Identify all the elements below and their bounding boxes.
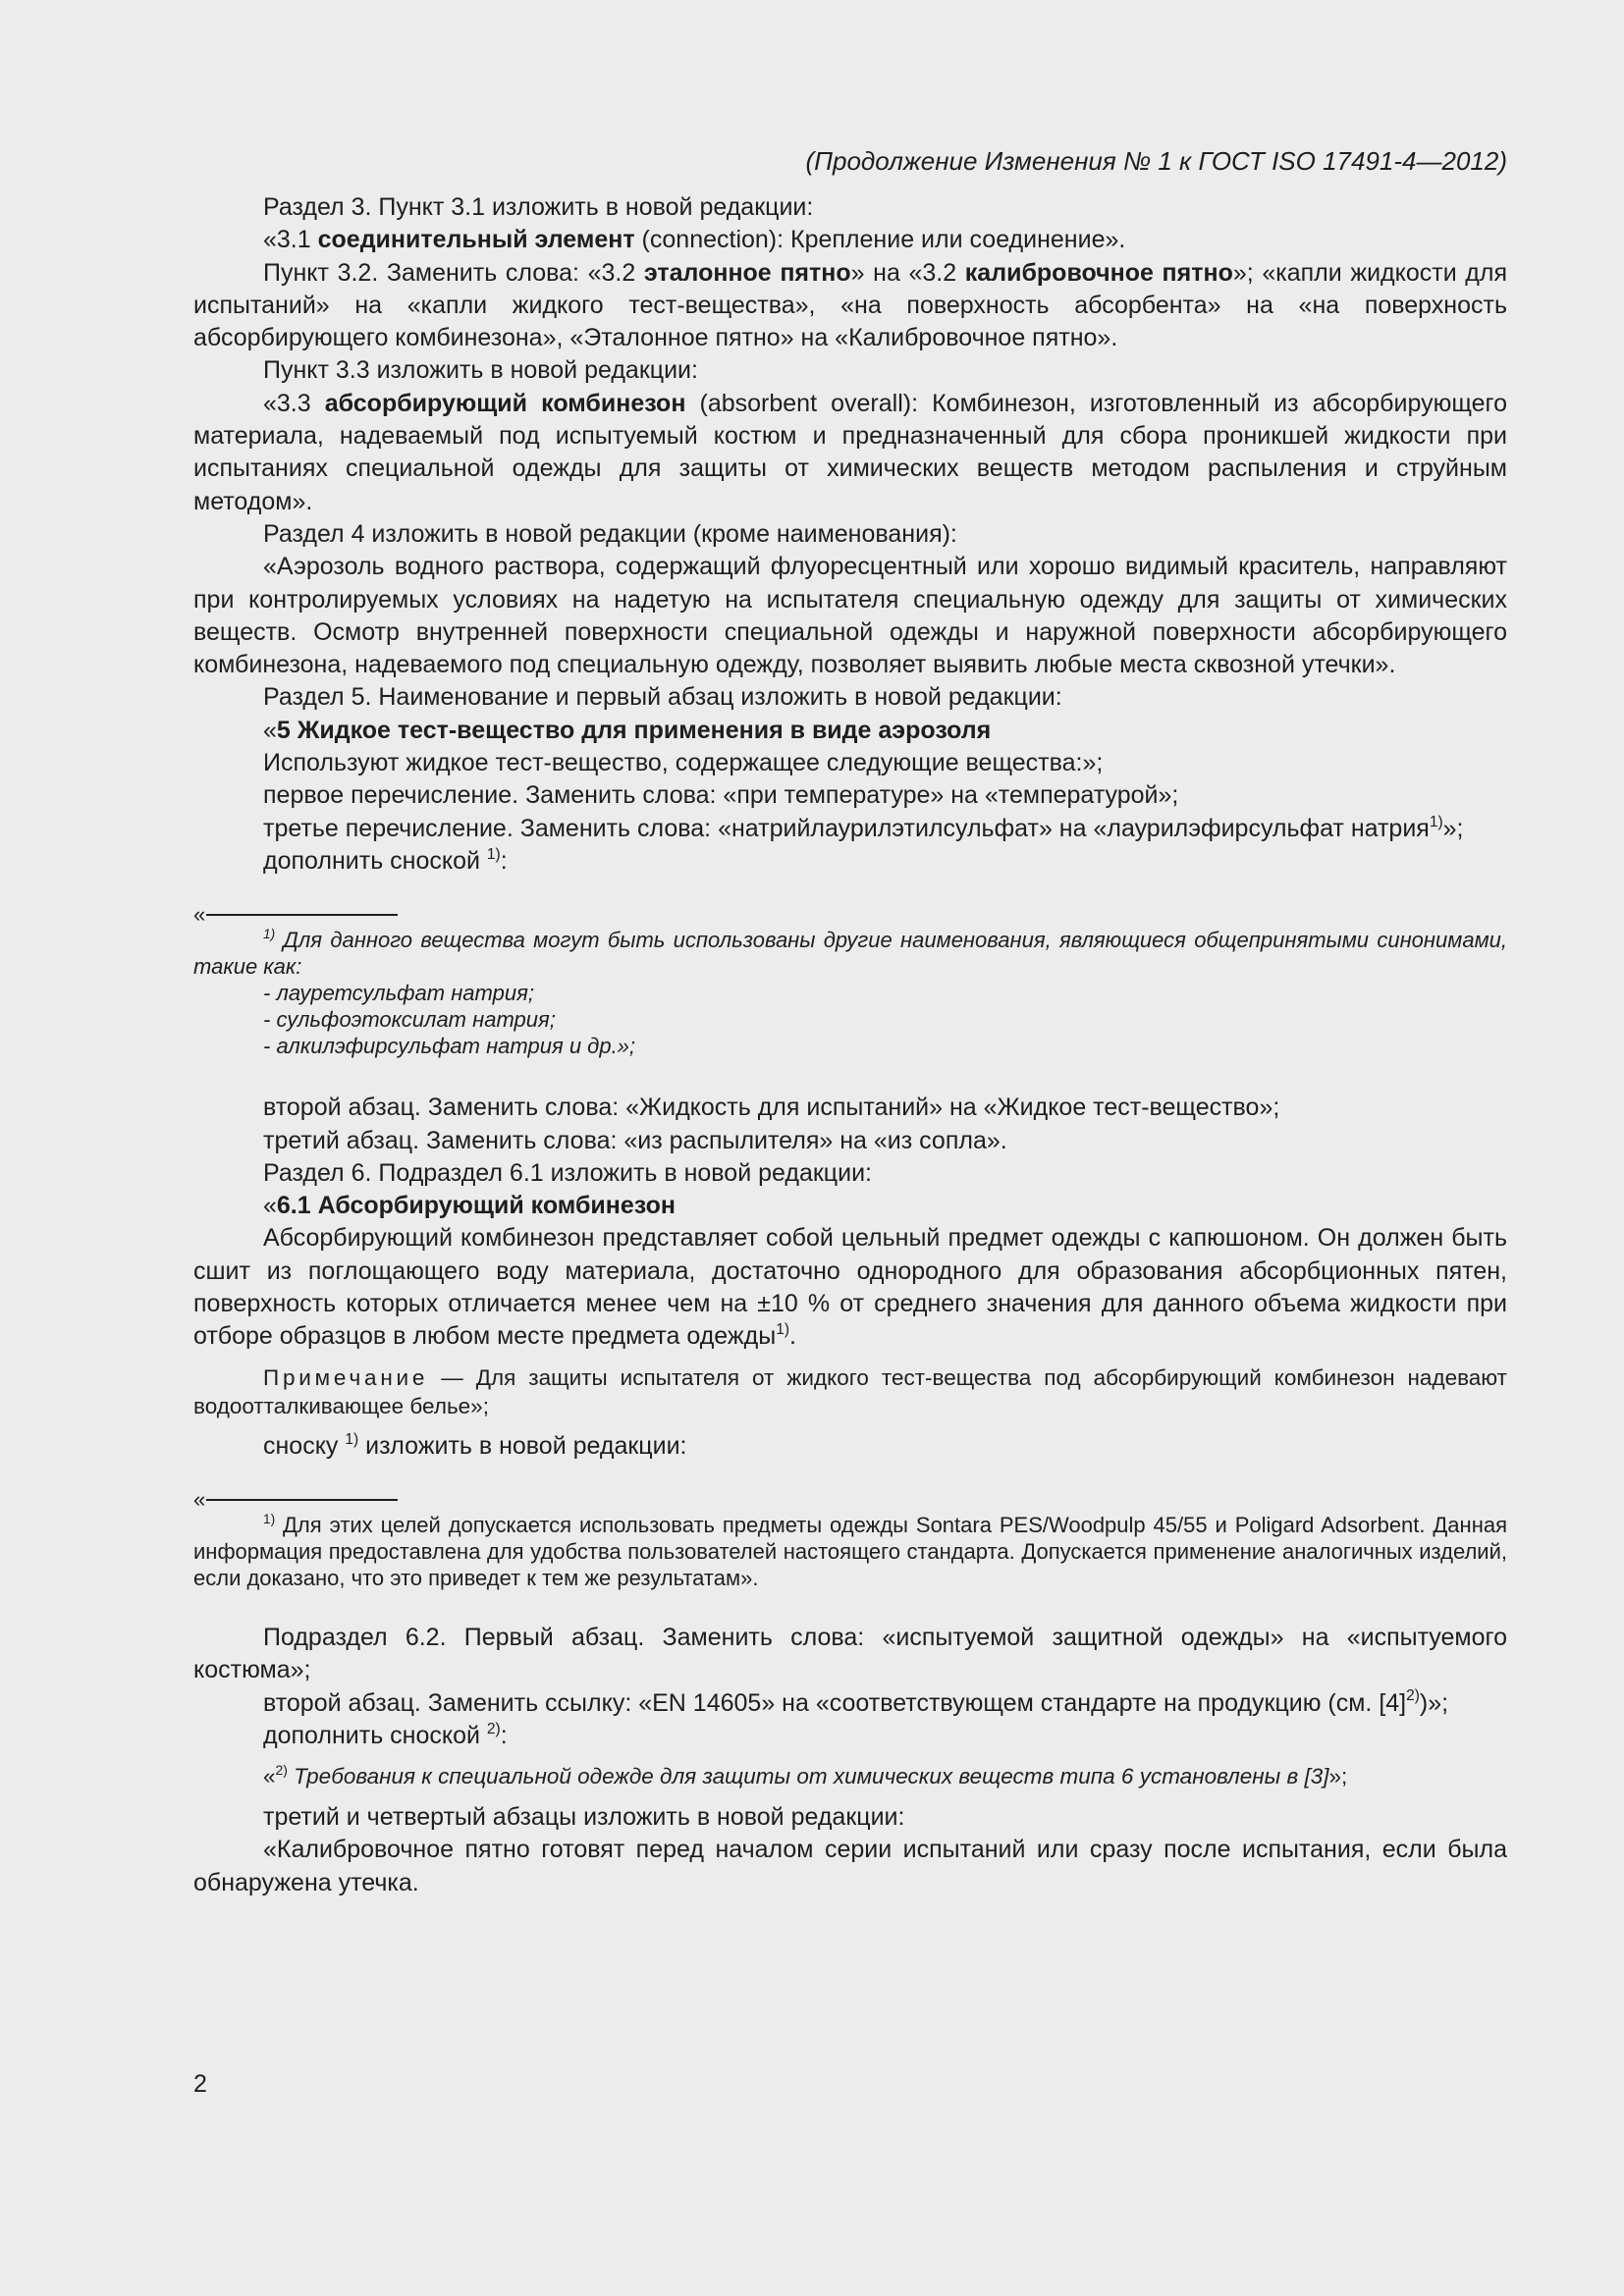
- text: третье перечисление. Заменить слова: «натрийлаурилэтилсульфат» на «лаурилэфирсульфат натрия: [263, 814, 1430, 842]
- paragraph: второй абзац. Заменить слова: «Жидкость для испытаний» на «Жидкое тест-вещество»;: [263, 1094, 1280, 1122]
- paragraph: [193, 845, 1507, 878]
- note: [193, 1363, 1507, 1420]
- heading-text: 6.1 Абсорбирующий комбинезон: [276, 1192, 676, 1220]
- text: »;: [1442, 814, 1464, 842]
- paragraph: [193, 813, 1507, 845]
- footnote: [193, 1512, 1507, 1591]
- footnote-text: Для этих целей допускается использовать предметы одежды Sontara PES/Woodpulp 45/55 и Poligard Adsorbent. Данная информация предоставлена для удобства пользователей настоящего стандарта. Допускается применение аналогичных изделий, если доказано, что это приведет к тем же результатам».: [193, 1512, 1507, 1590]
- quote-mark: «: [193, 1486, 206, 1512]
- paragraph: [193, 388, 1507, 518]
- note-text: — Для защиты испытателя от жидкого тест-вещества под абсорбирующий комбинезон надевают водоотталкивающее белье»;: [193, 1364, 1507, 1418]
- term: абсорбирующий комбинезон: [324, 389, 686, 417]
- footnote-mark: 1): [263, 1512, 276, 1527]
- text: «: [263, 1192, 277, 1220]
- paragraph: Подраздел 6.2. Первый абзац. Заменить слова: «испытуемой защитной одежды» на «испытуемого костюма»;: [193, 1623, 1507, 1684]
- page-content: [193, 145, 1507, 1899]
- term: соединительный элемент: [317, 226, 635, 254]
- divider: [206, 914, 398, 916]
- list-item: - алкилэфирсульфат натрия и др.»;: [263, 1034, 636, 1059]
- list-item: - сульфоэтоксилат натрия;: [263, 1007, 556, 1033]
- footnote-rule: [193, 1488, 1507, 1512]
- footnote-text: Требования к специальной одежде для защиты от химических веществ типа 6 установлены в [3]: [287, 1764, 1329, 1789]
- text: .: [789, 1322, 796, 1351]
- text: «3.1: [263, 226, 318, 254]
- heading-text: 5 Жидкое тест-вещество для применения в виде аэрозоля: [276, 716, 992, 744]
- text: изложить в новой редакции:: [358, 1431, 687, 1460]
- text: :: [500, 846, 508, 875]
- section-heading: [193, 1190, 1507, 1222]
- divider: [206, 1499, 398, 1501]
- text: »;: [1328, 1764, 1348, 1789]
- paragraph: третий и четвертый абзацы изложить в новой редакции:: [263, 1803, 905, 1832]
- paragraph: Используют жидкое тест-вещество, содержащее следующие вещества:»;: [263, 749, 1104, 777]
- text: «: [263, 716, 277, 744]
- footnote-mark: 1): [263, 927, 276, 942]
- text: «3.3: [263, 389, 325, 417]
- paragraph: первое перечисление. Заменить слова: «при температуре» на «температурой»;: [263, 781, 1179, 810]
- quote-mark: «: [193, 902, 206, 928]
- footnote-text: Для данного вещества могут быть использованы другие наименования, являющиеся общепринятыми синонимами, такие как:: [193, 928, 1507, 980]
- text: (connection): Крепление или соединение».: [634, 226, 1126, 254]
- text: дополнить сноской: [263, 846, 487, 875]
- footnote-rule: [193, 903, 1507, 927]
- paragraph: [193, 1430, 1507, 1463]
- note-label: Примечание: [263, 1364, 429, 1390]
- paragraph: [193, 1687, 1507, 1720]
- footnote-ref: 1): [776, 1321, 789, 1339]
- paragraph: «Калибровочное пятно готовят перед началом серии испытаний или сразу после испытания, если была обнаружена утечка.: [193, 1836, 1507, 1896]
- text: Пункт 3.2. Заменить слова: «3.2: [263, 258, 644, 287]
- text: второй абзац. Заменить ссылку: «EN 14605» на «соответствующем стандарте на продукцию (см. [4]: [263, 1688, 1407, 1717]
- footnote-ref: 1): [345, 1430, 359, 1448]
- page-number: 2: [193, 2070, 207, 2098]
- footnote-ref: 2): [486, 1720, 501, 1737]
- paragraph: Раздел 4 изложить в новой редакции (кроме наименования):: [263, 519, 957, 548]
- section-heading: [193, 715, 1507, 747]
- text: (absorbent overall): Комбинезон, изготовленный из абсорбирующего материала, надеваемый под испытуемый костюм и предназначенный для сбора проникшей жидкости при испытаниях специальной одежды для защиты от химических веществ методом распыления и струйным методом».: [193, 389, 1507, 515]
- running-header: (Продолжение Изменения № 1 к ГОСТ ISO 17491-4—2012): [805, 146, 1507, 176]
- text: »; «капли жидкости для испытаний» на «капли жидкого тест-вещества», «на поверхность абсорбента» на «на поверхность абсорбирующего комбинезона», «Эталонное пятно» на «Калибровочное пятно».: [193, 258, 1507, 352]
- paragraph: Раздел 6. Подраздел 6.1 изложить в новой редакции:: [263, 1158, 872, 1187]
- text: )»;: [1419, 1688, 1449, 1717]
- list-item: - лауретсульфат натрия;: [263, 981, 534, 1006]
- text: сноску: [263, 1431, 346, 1460]
- paragraph: [193, 1222, 1507, 1353]
- footnote-mark: 2): [275, 1762, 288, 1779]
- footnote-ref: 2): [1406, 1687, 1420, 1705]
- paragraph: Раздел 5. Наименование и первый абзац изложить в новой редакции:: [263, 683, 1062, 712]
- term: эталонное пятно: [643, 258, 851, 287]
- footnote-ref: 1): [1429, 813, 1443, 830]
- text: :: [500, 1721, 508, 1749]
- text: дополнить сноской: [263, 1721, 487, 1749]
- text: » на «3.2: [850, 258, 965, 287]
- paragraph: «Аэрозоль водного раствора, содержащий флуоресцентный или хорошо видимый краситель, направляют при контролируемых условиях на надетую на испытателя специальную одежду для защиты от химических веществ. Осмотр внутренней поверхности специальной одежды и наружной поверхности абсорбирующего комбинезона, надеваемого под специальную одежду, позволяет выявить любые места сквозной утечки».: [193, 553, 1507, 679]
- quote-mark: «: [263, 1764, 276, 1789]
- paragraph: [193, 1720, 1507, 1752]
- footnote-ref: 1): [486, 845, 501, 863]
- paragraph: третий абзац. Заменить слова: «из распылителя» на «из сопла».: [263, 1126, 1007, 1154]
- paragraph: Раздел 3. Пункт 3.1 изложить в новой редакции:: [263, 193, 814, 221]
- footnote: [193, 1762, 1507, 1791]
- text: Абсорбирующий комбинезон представляет собой цельный предмет одежды с капюшоном. Он должен быть сшит из поглощающего воду материала, достаточно однородного для образования абсорбционных пятен, поверхность которых отличается менее чем на ±10 % от среднего значения для данного объема жидкости при отборе образцов в любом месте предмета одежды: [193, 1224, 1507, 1351]
- footnote: [193, 927, 1507, 980]
- term: калибровочное пятно: [964, 258, 1233, 287]
- paragraph: Пункт 3.3 изложить в новой редакции:: [263, 356, 698, 385]
- paragraph: [193, 257, 1507, 355]
- footnote-list: [193, 980, 1507, 1059]
- paragraph: [193, 224, 1507, 256]
